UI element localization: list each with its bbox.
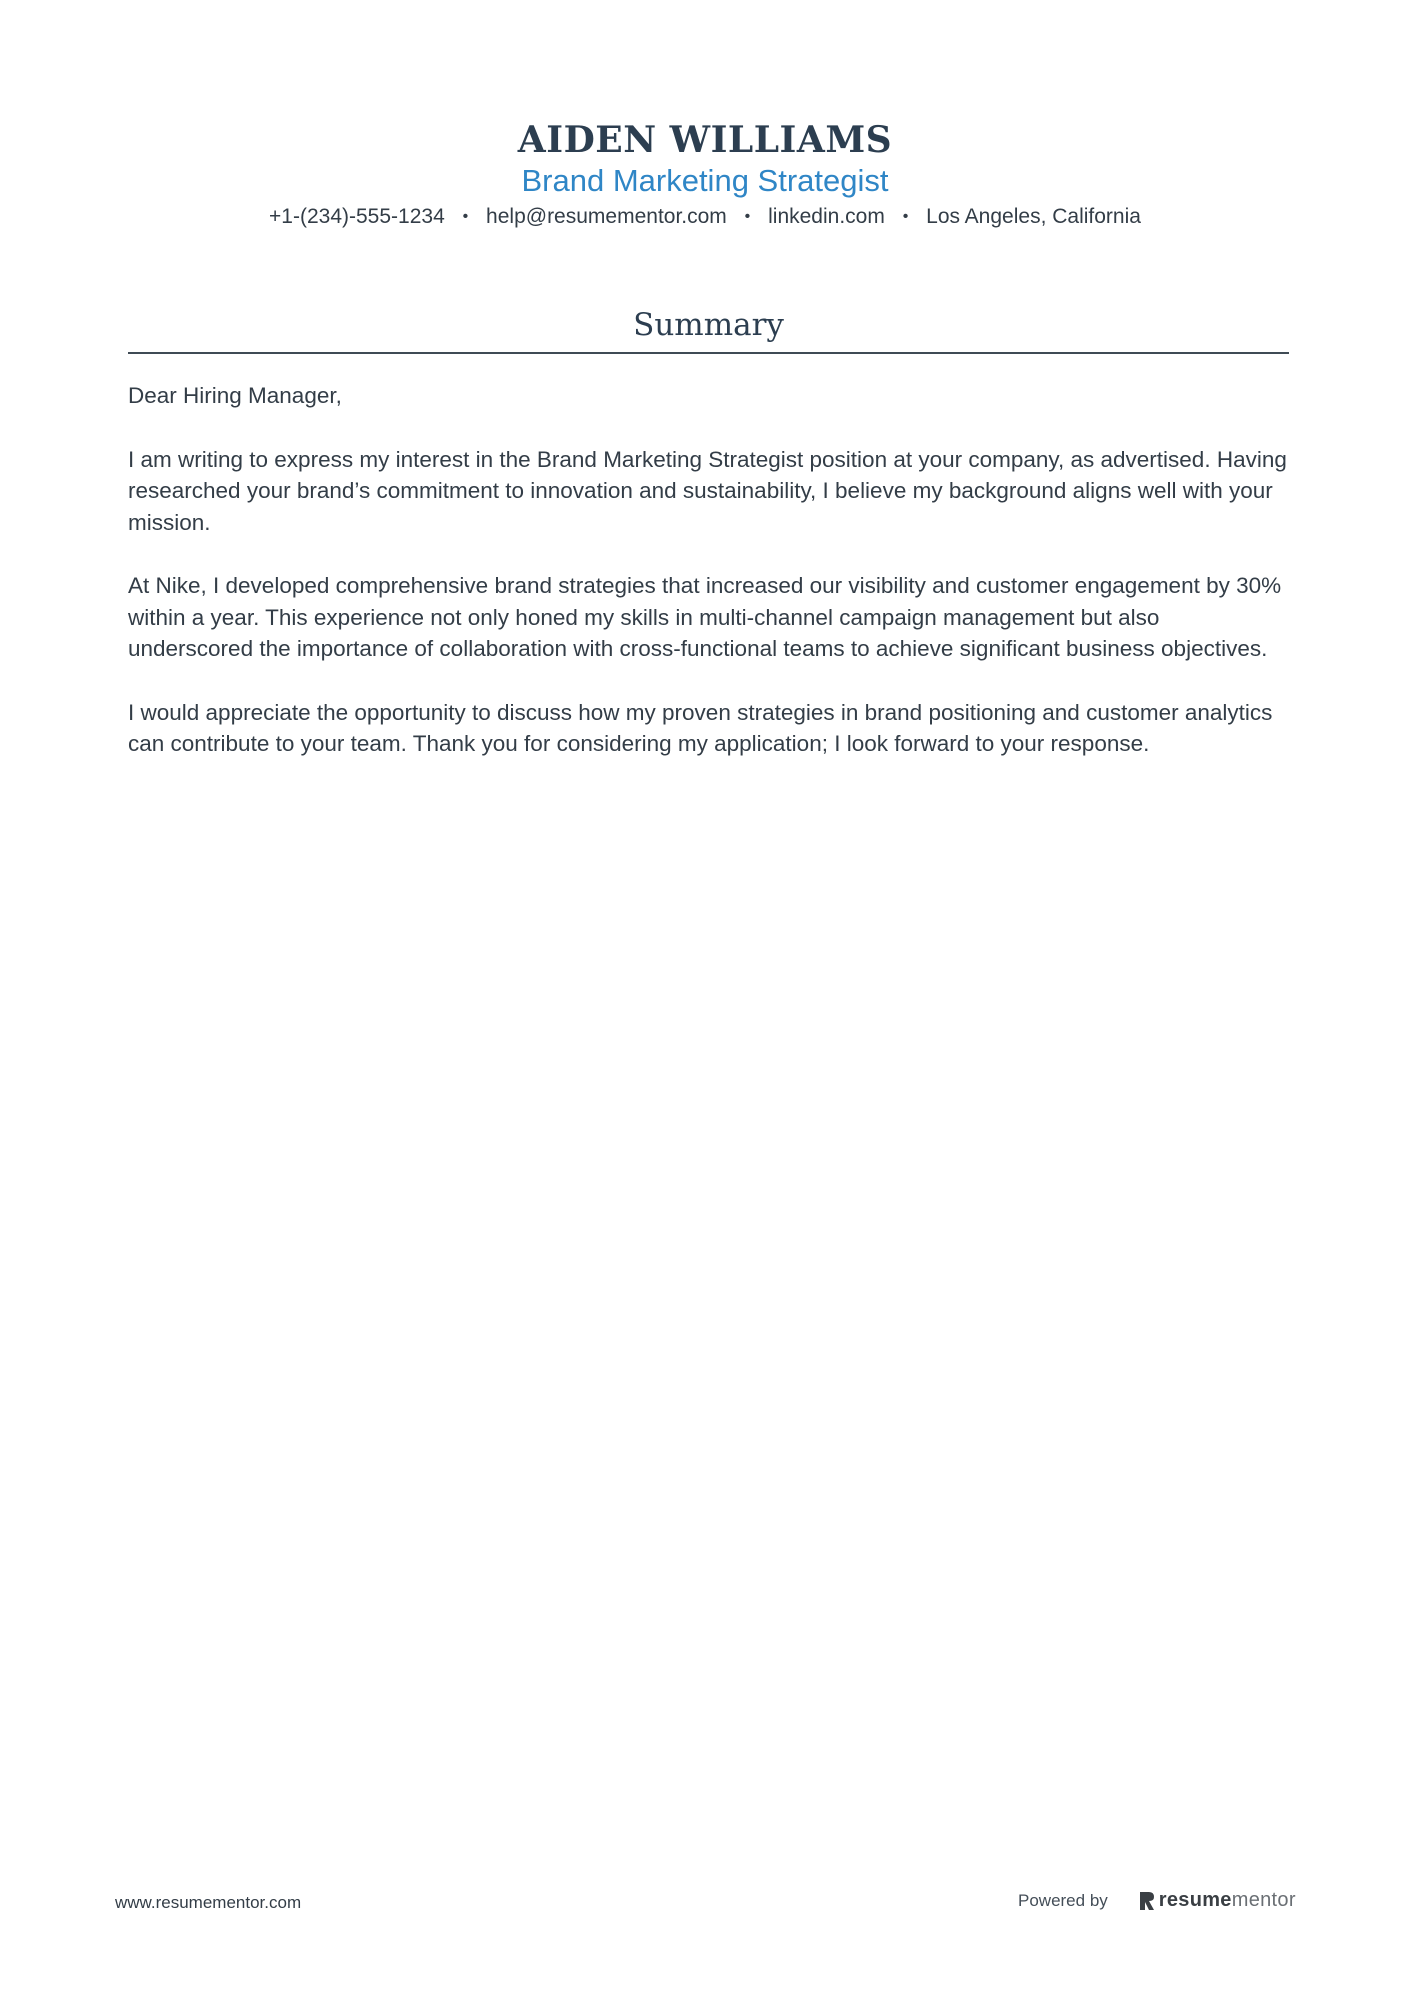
contact-linkedin[interactable]: linkedin.com bbox=[768, 205, 885, 228]
candidate-name: AIDEN WILLIAMS bbox=[517, 119, 893, 161]
resumementor-logo[interactable] bbox=[1138, 1889, 1296, 1912]
cover-letter-body bbox=[128, 380, 1289, 760]
letter-greeting: Dear Hiring Manager, bbox=[128, 383, 342, 408]
section-title: Summary bbox=[633, 307, 784, 343]
candidate-title: Brand Marketing Strategist bbox=[521, 163, 889, 198]
section-divider bbox=[128, 352, 1289, 354]
letter-paragraph: At Nike, I developed comprehensive brand strategies that increased our visibility and customer engagement by 30% within a year. This experience not only honed my skills in multi-channel campaign management but also underscored the importance of collaboration with cross-functional teams to achieve significant business objectives. bbox=[128, 573, 1282, 661]
summary-section bbox=[128, 304, 1289, 792]
contact-line bbox=[0, 202, 1410, 232]
logo-wordmark-light: mentor bbox=[1231, 1889, 1296, 1911]
letter-paragraph: I am writing to express my interest in the Brand Marketing Strategist position at your company, as advertised. Having researched your brand’s commitment to innovation and sustainability, I believe my background aligns well with your mission. bbox=[128, 446, 1287, 535]
contact-separator: • bbox=[744, 208, 751, 225]
letter-paragraph: I would appreciate the opportunity to discuss how my proven strategies in brand positioning and customer analytics can contribute to your team. Thank you for considering my application; I look forward to your response. bbox=[128, 699, 1273, 756]
footer-website[interactable]: www.resumementor.com bbox=[115, 1893, 302, 1912]
contact-separator: • bbox=[462, 208, 469, 225]
contact-separator: • bbox=[902, 208, 909, 225]
logo-wordmark bbox=[1159, 1889, 1296, 1912]
resumementor-logo-icon bbox=[1138, 1890, 1156, 1912]
contact-email[interactable]: help@resumementor.com bbox=[486, 205, 727, 228]
contact-phone: +1-(234)-555-1234 bbox=[269, 205, 445, 228]
contact-location: Los Angeles, California bbox=[926, 205, 1141, 228]
footer-branding bbox=[1018, 1889, 1296, 1912]
logo-wordmark-bold: resume bbox=[1158, 1889, 1232, 1911]
resume-header bbox=[0, 118, 1410, 232]
powered-by-label: Powered by bbox=[1018, 1890, 1108, 1910]
